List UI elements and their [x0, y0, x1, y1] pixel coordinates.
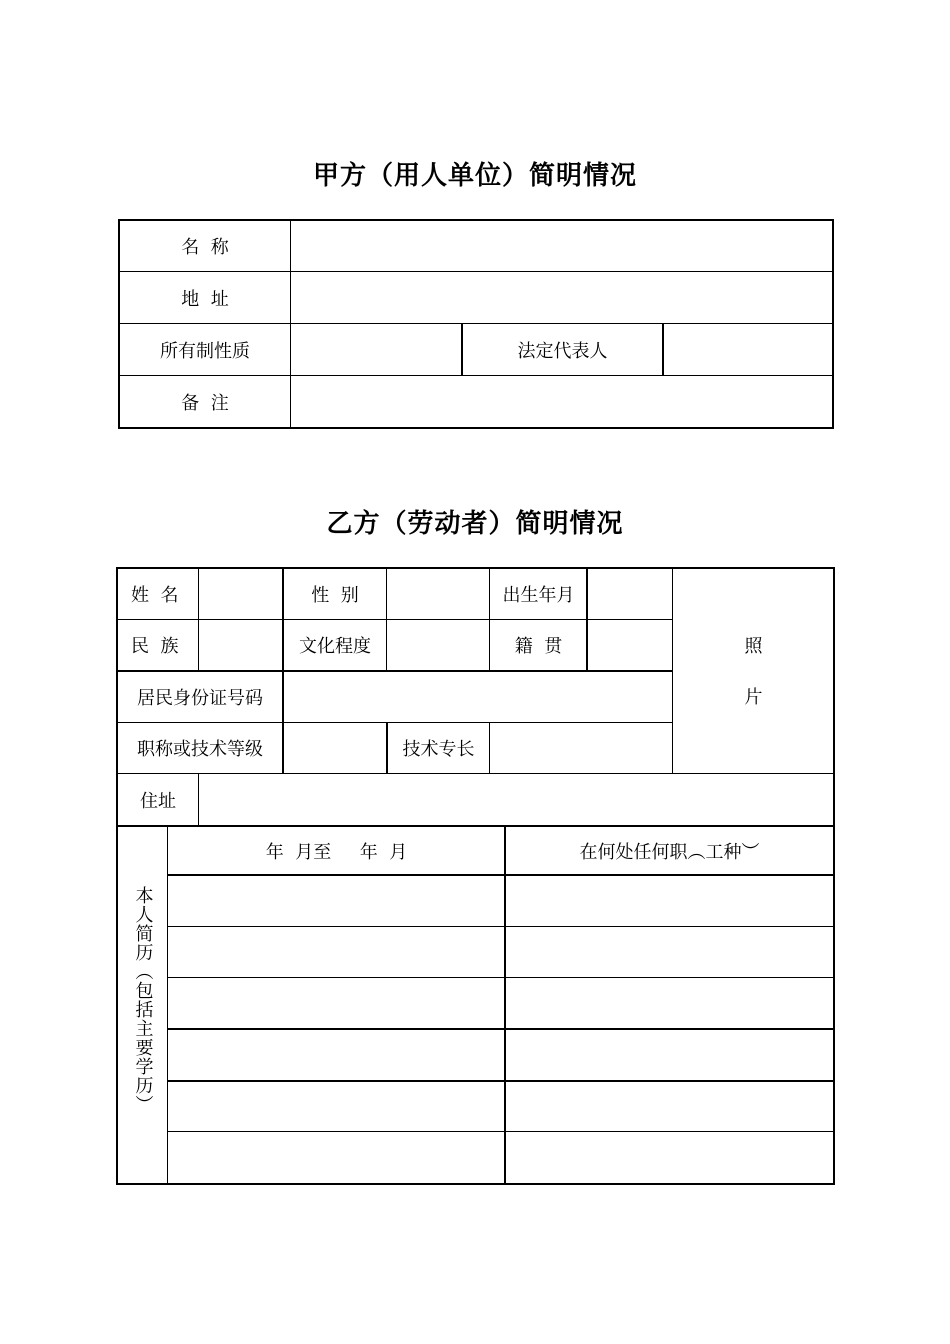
resume-row-3-period[interactable]	[169, 978, 504, 1028]
party-b-id-number-field[interactable]	[284, 672, 672, 722]
party-b-specialty-label: 技术专长	[402, 739, 475, 760]
party-b-gender-field[interactable]	[388, 569, 489, 619]
photo-area[interactable]	[674, 569, 833, 773]
party-b-gender-label: 性 别	[311, 585, 359, 606]
resume-row-2-period[interactable]	[169, 927, 504, 977]
party-a-address-field[interactable]	[292, 272, 832, 323]
party-b-address-field[interactable]	[200, 774, 833, 825]
photo-label-1: 照	[744, 636, 763, 657]
party-b-title-level-label: 职称或技术等级	[137, 739, 263, 760]
party-b-address-label: 住址	[140, 790, 176, 812]
party-b-education-label: 文化程度	[299, 636, 371, 657]
party-a-name-field[interactable]	[292, 221, 832, 271]
resume-row-2-position[interactable]	[506, 927, 833, 977]
party-a-legal-rep-field[interactable]	[664, 324, 832, 375]
party-b-name-label: 姓 名	[131, 585, 179, 606]
resume-side-label: 本人简历（包括主要学历）	[132, 886, 154, 1114]
party-b-title: 乙方（劳动者）简明情况	[326, 509, 624, 539]
resume-row-6-period[interactable]	[169, 1132, 504, 1183]
party-a-remarks-label: 备 注	[181, 392, 229, 414]
party-a-title: 甲方（用人单位）简明情况	[312, 161, 637, 191]
resume-row-5-period[interactable]	[169, 1082, 504, 1131]
party-a-remarks-field[interactable]	[292, 376, 832, 427]
resume-row-1-position[interactable]	[506, 876, 833, 926]
party-b-title-level-field[interactable]	[284, 723, 386, 773]
party-b-education-field[interactable]	[388, 620, 489, 670]
party-b-ethnicity-field[interactable]	[200, 620, 282, 670]
resume-row-1-period[interactable]	[169, 876, 504, 926]
party-b-specialty-field[interactable]	[491, 723, 672, 773]
photo-label-2: 片	[744, 687, 763, 708]
resume-period-header: 年 月至 年 月	[265, 841, 408, 863]
party-b-birth-label: 出生年月	[502, 585, 575, 606]
party-b-name-field[interactable]	[200, 569, 282, 619]
party-b-native-place-field[interactable]	[588, 620, 672, 670]
party-a-name-label: 名 称	[181, 237, 229, 258]
resume-row-6-position[interactable]	[506, 1132, 833, 1183]
party-a-legal-rep-label: 法定代表人	[517, 340, 608, 362]
party-b-birth-field[interactable]	[588, 569, 672, 619]
party-b-native-place-label: 籍 贯	[514, 636, 563, 657]
resume-row-4-period[interactable]	[169, 1030, 504, 1080]
resume-row-3-position[interactable]	[506, 978, 833, 1028]
party-b-id-number-label: 居民身份证号码	[137, 688, 263, 709]
party-a-address-label: 地 址	[181, 288, 229, 310]
party-a-ownership-field[interactable]	[292, 324, 460, 375]
party-b-ethnicity-label: 民 族	[131, 636, 179, 657]
resume-row-5-position[interactable]	[506, 1082, 833, 1131]
resume-row-4-position[interactable]	[506, 1030, 833, 1080]
resume-position-header: 在何处任何职︵工种︶	[579, 841, 760, 863]
party-a-ownership-label: 所有制性质	[160, 340, 250, 362]
